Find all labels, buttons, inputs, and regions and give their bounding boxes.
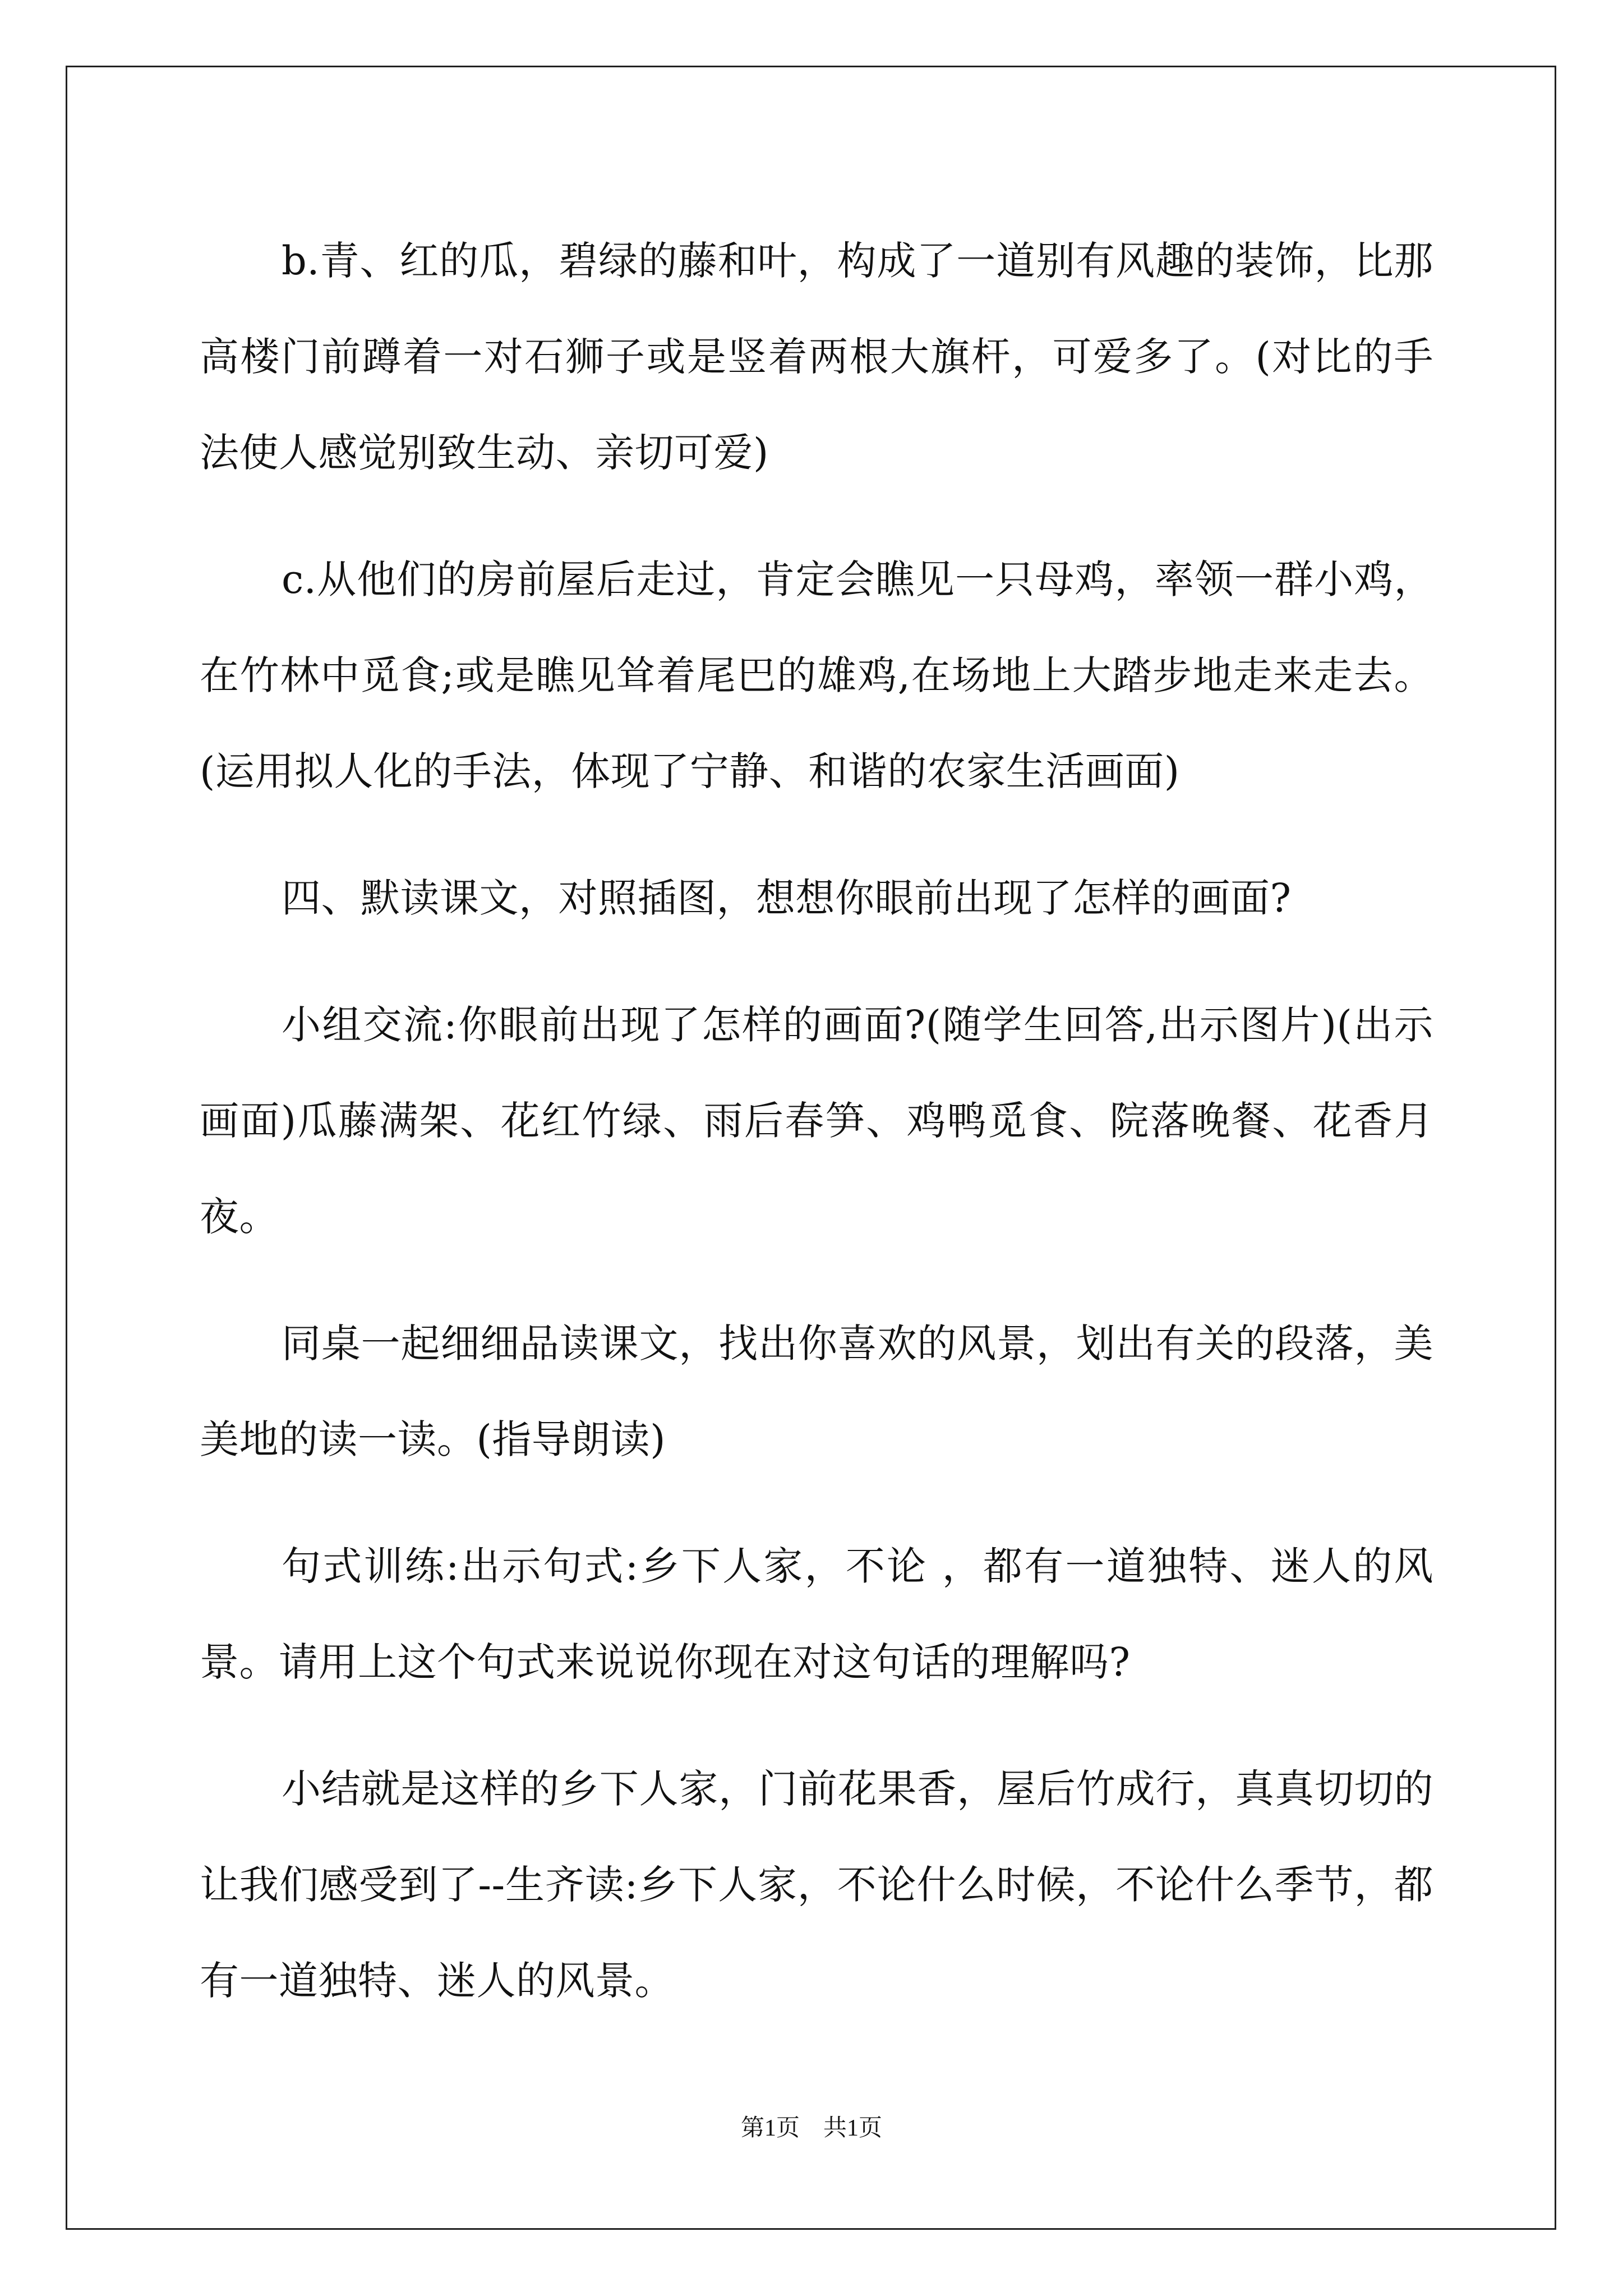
paragraph-summary: 小结就是这样的乡下人家，门前花果香，屋后竹成行，真真切切的让我们感受到了--生齐读:乡下人家，不论什么时候，不论什么季节，都有一道独特、迷人的风景。 [200, 1766, 1433, 2004]
paragraph-desk-reading: 同桌一起细细品读课文，找出你喜欢的风景，划出有关的段落，美美地的读一读。(指导朗读) [200, 1320, 1433, 1462]
page-number: 第1页 共1页 [740, 2115, 882, 2141]
paragraph-chickens: c.从他们的房前屋后走过，肯定会瞧见一只母鸡，率领一群小鸡，在竹林中觅食;或是瞧见耸着尾巴的雄鸡,在场地上大踏步地走来走去。(运用拟人化的手法，体现了宁静、和谐的农家生活画面) [200, 556, 1433, 794]
paragraph-sentence-training: 句式训练:出示句式:乡下人家，不论 ，都有一道独特、迷人的风景。请用上这个句式来说说你现在对这句话的理解吗? [200, 1543, 1433, 1685]
paragraph-silent-reading: 四、默读课文，对照插图，想想你眼前出现了怎样的画面? [282, 875, 1292, 921]
paragraph-contrast-decoration: b.青、红的瓜，碧绿的藤和叶，构成了一道别有风趣的装饰，比那高楼门前蹲着一对石狮子或是竖着两根大旗杆，可爱多了。(对比的手法使人感觉别致生动、亲切可爱) [200, 238, 1433, 476]
paragraph-group-discussion: 小组交流:你眼前出现了怎样的画面?(随学生回答,出示图片)(出示画面)瓜藤满架、花红竹绿、雨后春笋、鸡鸭觅食、院落晚餐、花香月夜。 [200, 1002, 1433, 1240]
document-body [200, 213, 1433, 2060]
